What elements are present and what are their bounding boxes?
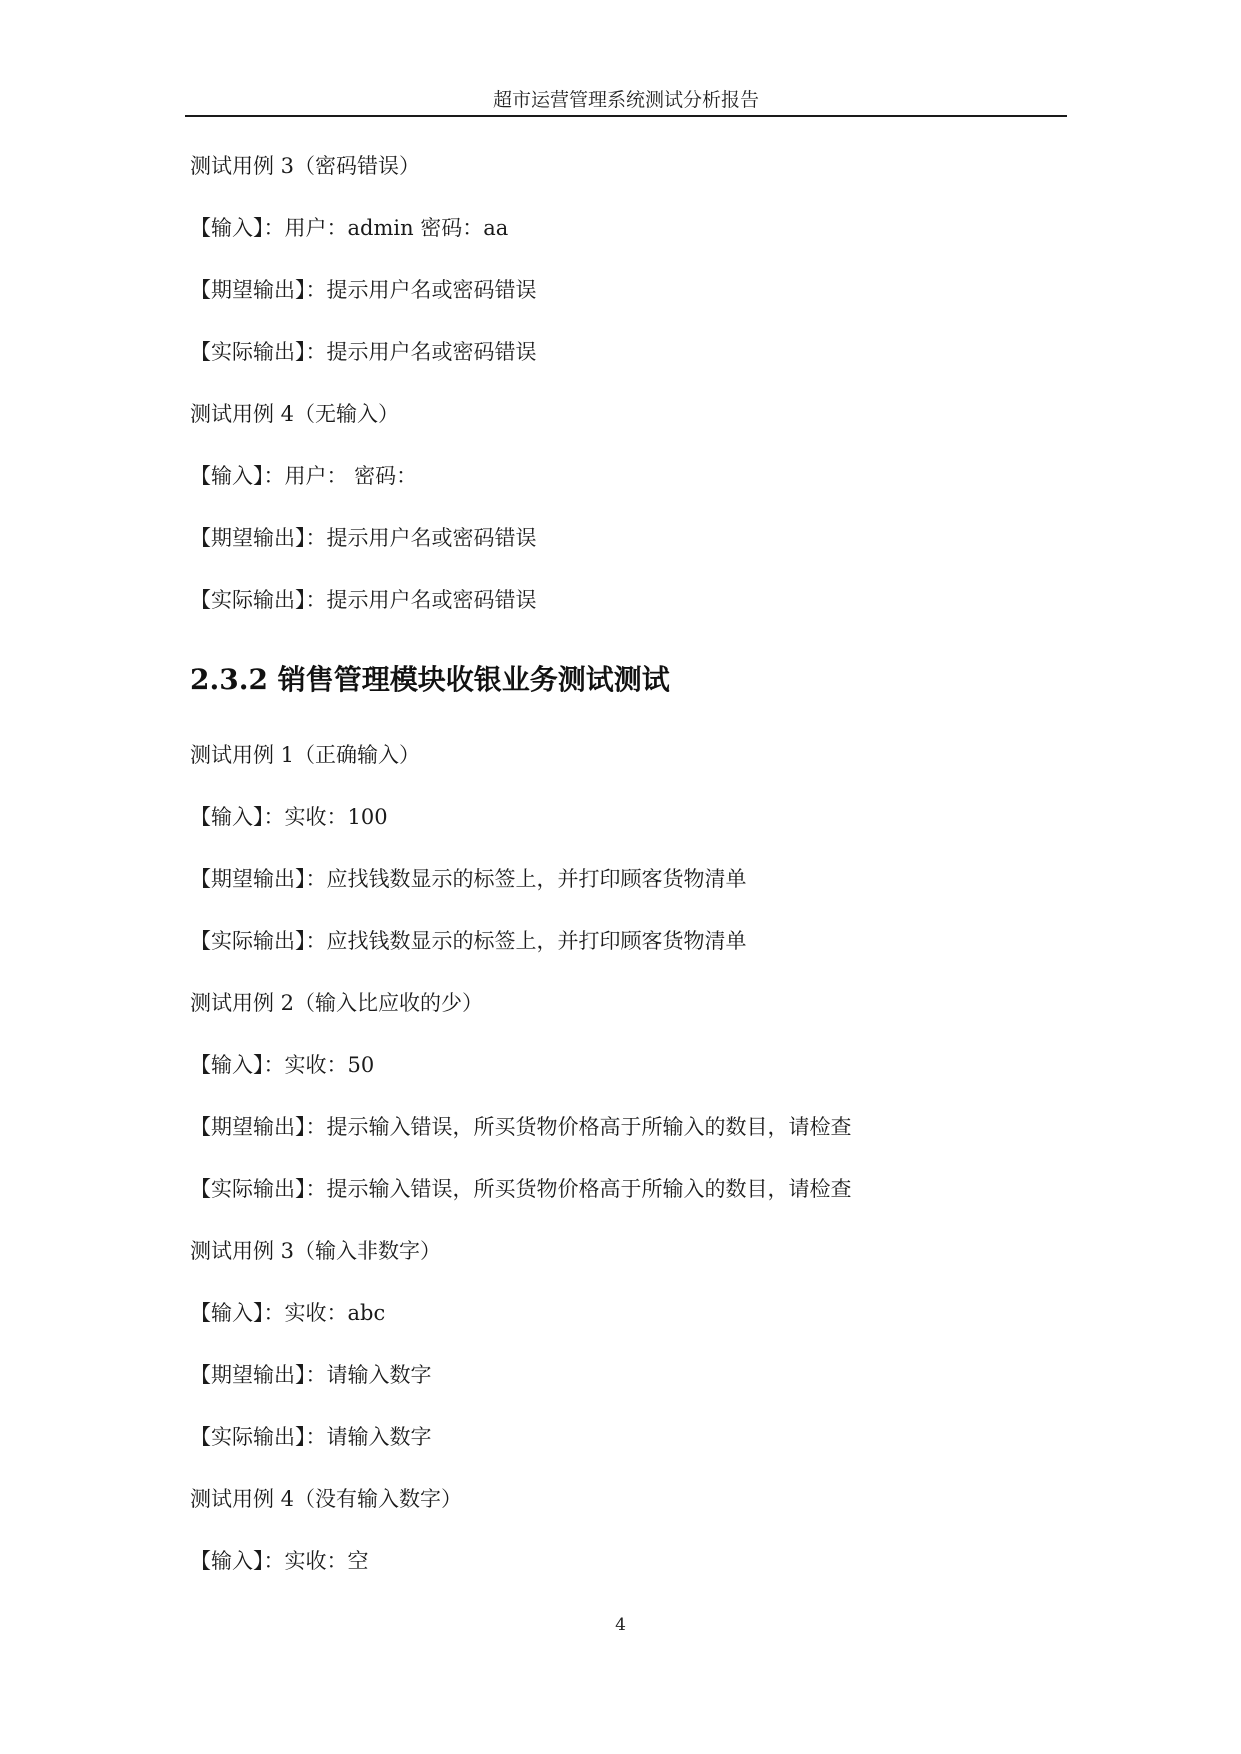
header-rule — [185, 115, 1067, 117]
page-header: 超市运营管理系统测试分析报告 — [492, 89, 759, 111]
input-line: 【输入】：实收：100 — [190, 805, 388, 829]
actual-output-line: 【实际输出】：提示用户名或密码错误 — [190, 588, 537, 612]
test-case-title: 测试用例 3（输入非数字） — [190, 1239, 442, 1263]
actual-output-line: 【实际输出】：请输入数字 — [190, 1425, 432, 1449]
test-case-title: 测试用例 3（密码错误） — [190, 154, 421, 178]
expected-output-line: 【期望输出】：提示输入错误，所买货物价格高于所输入的数目，请检查 — [190, 1115, 852, 1139]
test-case-title: 测试用例 2（输入比应收的少） — [190, 991, 484, 1015]
input-line: 【输入】：用户：admin 密码：aa — [190, 216, 509, 240]
actual-output-line: 【实际输出】：应找钱数显示的标签上，并打印顾客货物清单 — [190, 929, 747, 953]
test-case-title: 测试用例 4（无输入） — [190, 402, 400, 426]
input-line: 【输入】：用户： 密码： — [190, 464, 418, 488]
input-line: 【输入】：实收：50 — [190, 1053, 375, 1077]
actual-output-line: 【实际输出】：提示输入错误，所买货物价格高于所输入的数目，请检查 — [190, 1177, 852, 1201]
actual-output-line: 【实际输出】：提示用户名或密码错误 — [190, 340, 537, 364]
expected-output-line: 【期望输出】：请输入数字 — [190, 1363, 432, 1387]
expected-output-line: 【期望输出】：提示用户名或密码错误 — [190, 278, 537, 302]
expected-output-line: 【期望输出】：提示用户名或密码错误 — [190, 526, 537, 550]
input-line: 【输入】：实收：abc — [190, 1301, 386, 1325]
expected-output-line: 【期望输出】：应找钱数显示的标签上，并打印顾客货物清单 — [190, 867, 747, 891]
input-line: 【输入】：实收：空 — [190, 1549, 369, 1573]
section-heading: 2.3.2 销售管理模块收银业务测试测试 — [190, 663, 670, 696]
test-case-title: 测试用例 1（正确输入） — [190, 743, 421, 767]
test-case-title: 测试用例 4（没有输入数字） — [190, 1487, 463, 1511]
page-number: 4 — [615, 1615, 626, 1635]
